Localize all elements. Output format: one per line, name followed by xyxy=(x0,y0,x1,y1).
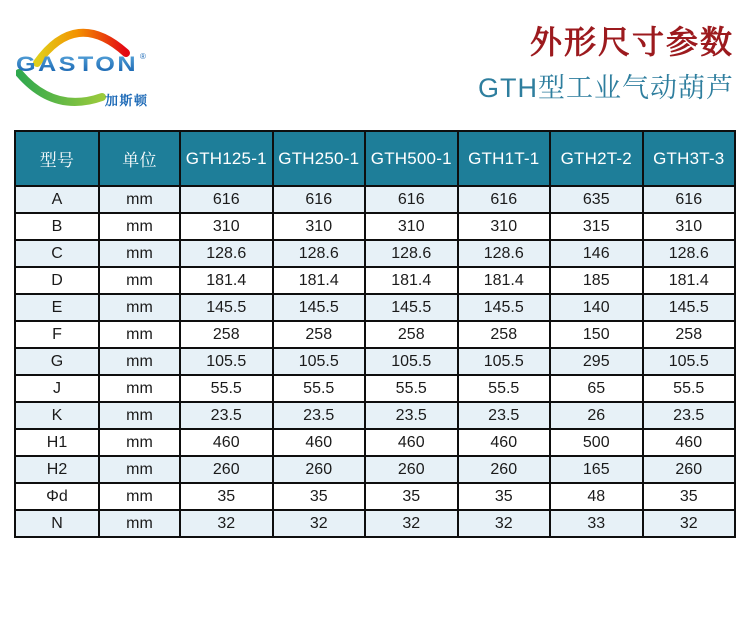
table-row xyxy=(15,348,735,375)
value-cell: 310 xyxy=(458,213,551,240)
value-cell: 460 xyxy=(180,429,273,456)
value-cell: 181.4 xyxy=(180,267,273,294)
value-cell: 145.5 xyxy=(365,294,458,321)
param-cell: H1 xyxy=(15,429,99,456)
column-header: GTH125-1 xyxy=(180,131,273,186)
value-cell: 32 xyxy=(458,510,551,537)
logo-registered-icon: ® xyxy=(140,52,146,61)
column-header: GTH1T-1 xyxy=(458,131,551,186)
table-row xyxy=(15,267,735,294)
unit-cell: mm xyxy=(99,294,180,321)
value-cell: 260 xyxy=(180,456,273,483)
value-cell: 616 xyxy=(643,186,736,213)
value-cell: 295 xyxy=(550,348,643,375)
value-cell: 128.6 xyxy=(365,240,458,267)
value-cell: 315 xyxy=(550,213,643,240)
value-cell: 616 xyxy=(273,186,366,213)
param-cell: A xyxy=(15,186,99,213)
value-cell: 32 xyxy=(180,510,273,537)
value-cell: 55.5 xyxy=(273,375,366,402)
value-cell: 32 xyxy=(273,510,366,537)
unit-cell: mm xyxy=(99,375,180,402)
value-cell: 105.5 xyxy=(273,348,366,375)
value-cell: 33 xyxy=(550,510,643,537)
value-cell: 128.6 xyxy=(643,240,736,267)
value-cell: 23.5 xyxy=(365,402,458,429)
value-cell: 500 xyxy=(550,429,643,456)
column-header: GTH500-1 xyxy=(365,131,458,186)
value-cell: 105.5 xyxy=(458,348,551,375)
value-cell: 460 xyxy=(273,429,366,456)
value-cell: 181.4 xyxy=(365,267,458,294)
value-cell: 258 xyxy=(458,321,551,348)
logo-bottom-arc xyxy=(19,73,102,102)
value-cell: 260 xyxy=(273,456,366,483)
column-header: GTH2T-2 xyxy=(550,131,643,186)
value-cell: 616 xyxy=(458,186,551,213)
value-cell: 258 xyxy=(643,321,736,348)
unit-cell: mm xyxy=(99,186,180,213)
column-header: 型号 xyxy=(15,131,99,186)
unit-cell: mm xyxy=(99,267,180,294)
param-cell: E xyxy=(15,294,99,321)
value-cell: 145.5 xyxy=(180,294,273,321)
value-cell: 105.5 xyxy=(180,348,273,375)
value-cell: 26 xyxy=(550,402,643,429)
table-row xyxy=(15,186,735,213)
value-cell: 635 xyxy=(550,186,643,213)
value-cell: 32 xyxy=(643,510,736,537)
value-cell: 258 xyxy=(180,321,273,348)
table-row xyxy=(15,375,735,402)
logo-brand-text: GASTON xyxy=(16,53,138,76)
value-cell: 145.5 xyxy=(458,294,551,321)
value-cell: 181.4 xyxy=(458,267,551,294)
logo-chinese-text: 加斯顿 xyxy=(105,93,149,108)
param-cell: H2 xyxy=(15,456,99,483)
value-cell: 460 xyxy=(365,429,458,456)
value-cell: 310 xyxy=(273,213,366,240)
value-cell: 258 xyxy=(273,321,366,348)
table-row xyxy=(15,402,735,429)
value-cell: 23.5 xyxy=(180,402,273,429)
param-cell: J xyxy=(15,375,99,402)
value-cell: 616 xyxy=(365,186,458,213)
unit-cell: mm xyxy=(99,456,180,483)
value-cell: 55.5 xyxy=(365,375,458,402)
value-cell: 150 xyxy=(550,321,643,348)
value-cell: 35 xyxy=(458,483,551,510)
param-cell: C xyxy=(15,240,99,267)
value-cell: 23.5 xyxy=(458,402,551,429)
table-row xyxy=(15,294,735,321)
value-cell: 128.6 xyxy=(180,240,273,267)
value-cell: 32 xyxy=(365,510,458,537)
value-cell: 35 xyxy=(180,483,273,510)
column-header: GTH3T-3 xyxy=(643,131,736,186)
value-cell: 165 xyxy=(550,456,643,483)
table-row xyxy=(15,429,735,456)
page-subtitle: GTH型工业气动葫芦 xyxy=(478,72,734,103)
value-cell: 260 xyxy=(643,456,736,483)
value-cell: 181.4 xyxy=(643,267,736,294)
value-cell: 616 xyxy=(180,186,273,213)
param-cell: D xyxy=(15,267,99,294)
unit-cell: mm xyxy=(99,429,180,456)
unit-cell: mm xyxy=(99,483,180,510)
value-cell: 181.4 xyxy=(273,267,366,294)
spec-table-head xyxy=(15,131,735,186)
gaston-logo-graphic xyxy=(16,22,158,114)
value-cell: 145.5 xyxy=(273,294,366,321)
table-row xyxy=(15,483,735,510)
param-cell: B xyxy=(15,213,99,240)
page-title: 外形尺寸参数 xyxy=(529,24,734,60)
value-cell: 35 xyxy=(365,483,458,510)
table-row xyxy=(15,213,735,240)
value-cell: 145.5 xyxy=(643,294,736,321)
spec-table-body xyxy=(15,186,735,537)
page-titles xyxy=(478,24,734,105)
unit-cell: mm xyxy=(99,510,180,537)
value-cell: 260 xyxy=(365,456,458,483)
value-cell: 105.5 xyxy=(643,348,736,375)
value-cell: 55.5 xyxy=(643,375,736,402)
value-cell: 55.5 xyxy=(180,375,273,402)
value-cell: 55.5 xyxy=(458,375,551,402)
param-cell: F xyxy=(15,321,99,348)
value-cell: 128.6 xyxy=(273,240,366,267)
value-cell: 185 xyxy=(550,267,643,294)
value-cell: 48 xyxy=(550,483,643,510)
table-header-row xyxy=(15,131,735,186)
param-cell: G xyxy=(15,348,99,375)
param-cell: N xyxy=(15,510,99,537)
param-cell: K xyxy=(15,402,99,429)
value-cell: 128.6 xyxy=(458,240,551,267)
table-row xyxy=(15,456,735,483)
value-cell: 35 xyxy=(643,483,736,510)
value-cell: 23.5 xyxy=(643,402,736,429)
unit-cell: mm xyxy=(99,402,180,429)
value-cell: 140 xyxy=(550,294,643,321)
value-cell: 146 xyxy=(550,240,643,267)
column-header: GTH250-1 xyxy=(273,131,366,186)
value-cell: 310 xyxy=(180,213,273,240)
unit-cell: mm xyxy=(99,348,180,375)
table-row xyxy=(15,240,735,267)
table-row xyxy=(15,510,735,537)
value-cell: 260 xyxy=(458,456,551,483)
param-cell: Φd xyxy=(15,483,99,510)
value-cell: 310 xyxy=(643,213,736,240)
value-cell: 65 xyxy=(550,375,643,402)
value-cell: 460 xyxy=(643,429,736,456)
spec-table xyxy=(14,130,736,538)
column-header: 单位 xyxy=(99,131,180,186)
value-cell: 105.5 xyxy=(365,348,458,375)
value-cell: 310 xyxy=(365,213,458,240)
value-cell: 258 xyxy=(365,321,458,348)
gaston-logo xyxy=(16,22,158,114)
value-cell: 460 xyxy=(458,429,551,456)
unit-cell: mm xyxy=(99,321,180,348)
unit-cell: mm xyxy=(99,213,180,240)
unit-cell: mm xyxy=(99,240,180,267)
value-cell: 35 xyxy=(273,483,366,510)
value-cell: 23.5 xyxy=(273,402,366,429)
table-row xyxy=(15,321,735,348)
